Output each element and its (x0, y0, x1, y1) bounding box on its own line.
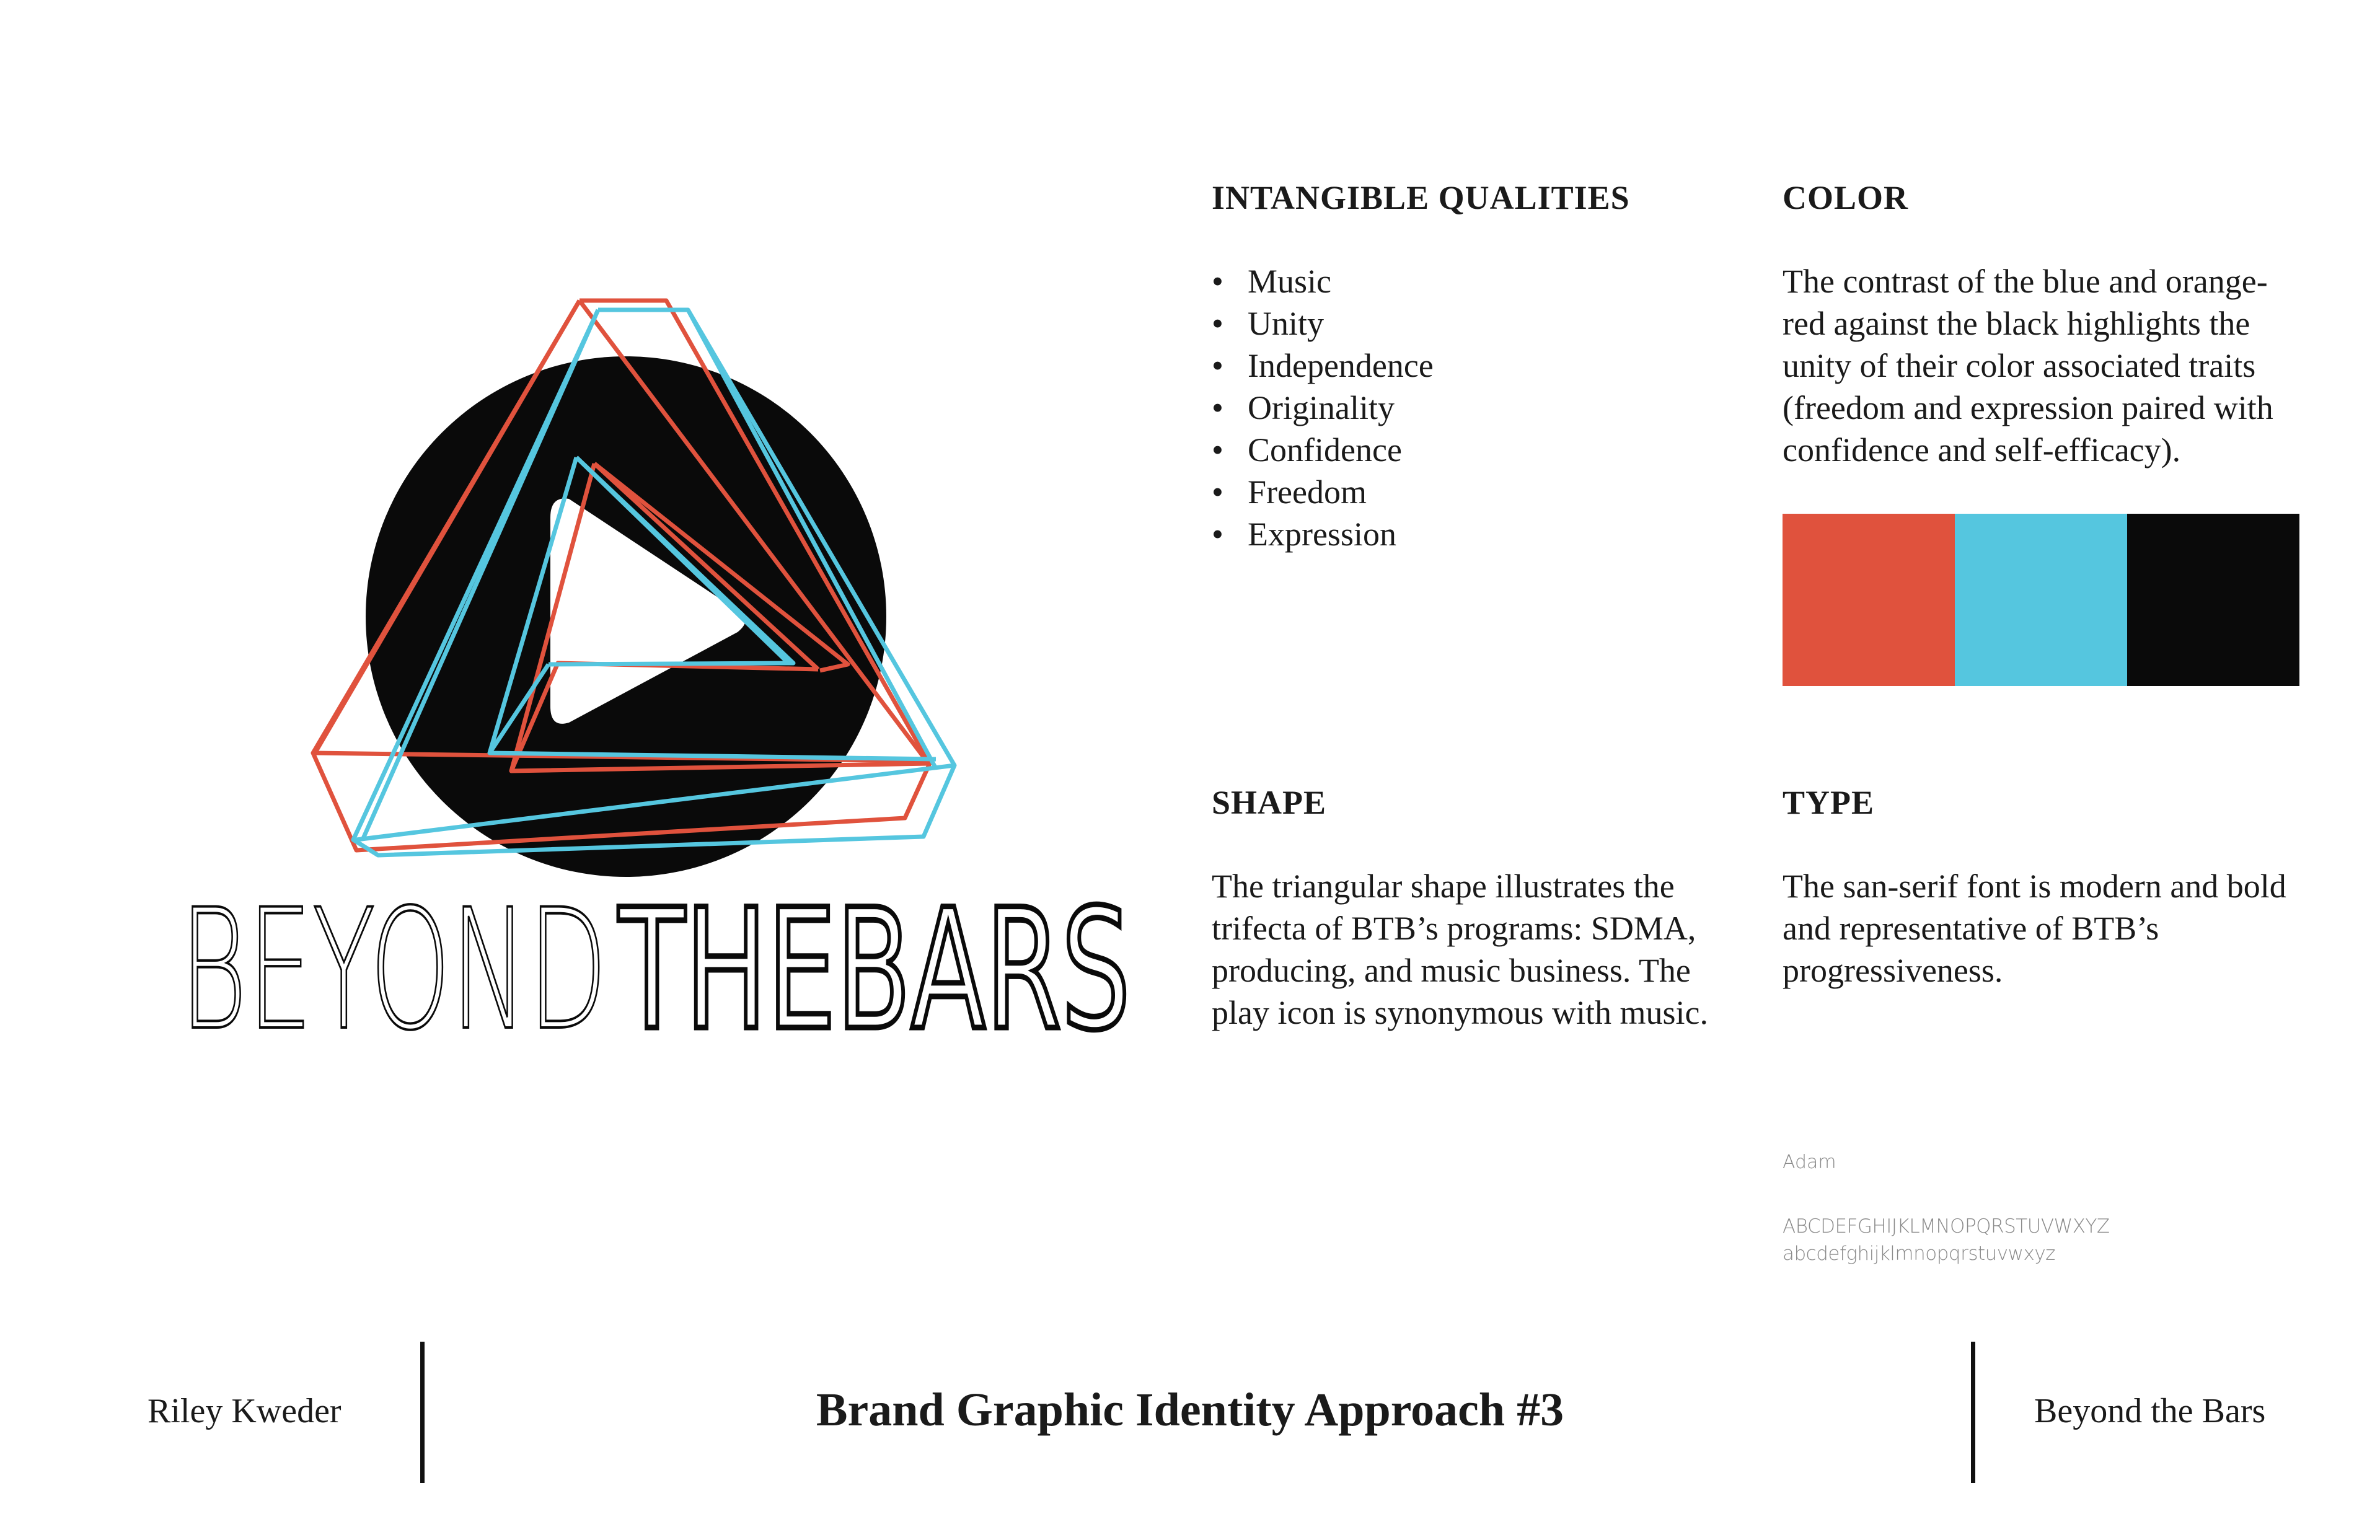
list-item: • Originality (1212, 387, 1434, 429)
lowercase-sample: abcdefghijklmnopqrstuvwxyz (1783, 1243, 2055, 1265)
author-name: Riley Kweder (148, 1392, 342, 1430)
orange-red-swatch (1783, 514, 1955, 686)
color-heading: COLOR (1783, 179, 1909, 216)
typeface-specimen (1783, 1151, 2110, 1267)
intangible-qualities-list (1212, 260, 1434, 555)
list-item: • Confidence (1212, 429, 1434, 471)
footer-divider-right (1971, 1342, 1975, 1483)
uppercase-sample: ABCDEFGHIJKLMNOPQRSTUVWXYZ (1783, 1215, 2110, 1238)
black-swatch (2127, 514, 2299, 686)
list-item: • Unity (1212, 302, 1434, 345)
list-item: • Music (1212, 260, 1434, 302)
type-description: The san-serif font is modern and bold and representative of BTB’s progressiveness. (1783, 868, 2286, 989)
footer-title: Brand Graphic Identity Approach #3 (816, 1384, 1564, 1436)
blue-swatch (1955, 514, 2127, 686)
color-description: The contrast of the blue and orange-red against the black highlights the unity of their color associated traits (freedom and expression paired with confidence and self-efficacy). (1783, 263, 2273, 469)
typeface-name: Adam (1783, 1151, 1836, 1173)
beyond-the-bars-logo-mark (298, 285, 967, 880)
type-heading: TYPE (1783, 784, 1875, 821)
list-item: • Independence (1212, 345, 1434, 387)
shape-heading: SHAPE (1212, 784, 1327, 821)
beyond-the-bars-wordmark (180, 899, 1134, 1047)
intangible-qualities-heading: INTANGIBLE QUALITIES (1212, 179, 1630, 216)
wordmark-the-bars: THEBARS (617, 899, 1130, 1047)
wordmark-beyond: BEYOND (180, 899, 607, 1047)
shape-description: The triangular shape illustrates the trifecta of BTB’s programs: SDMA, producing, and music business. The play icon is synonymous with music. (1212, 868, 1708, 1031)
list-item: • Freedom (1212, 471, 1434, 513)
color-palette (1783, 514, 2299, 686)
client-name: Beyond the Bars (2034, 1392, 2266, 1430)
list-item: • Expression (1212, 513, 1434, 555)
